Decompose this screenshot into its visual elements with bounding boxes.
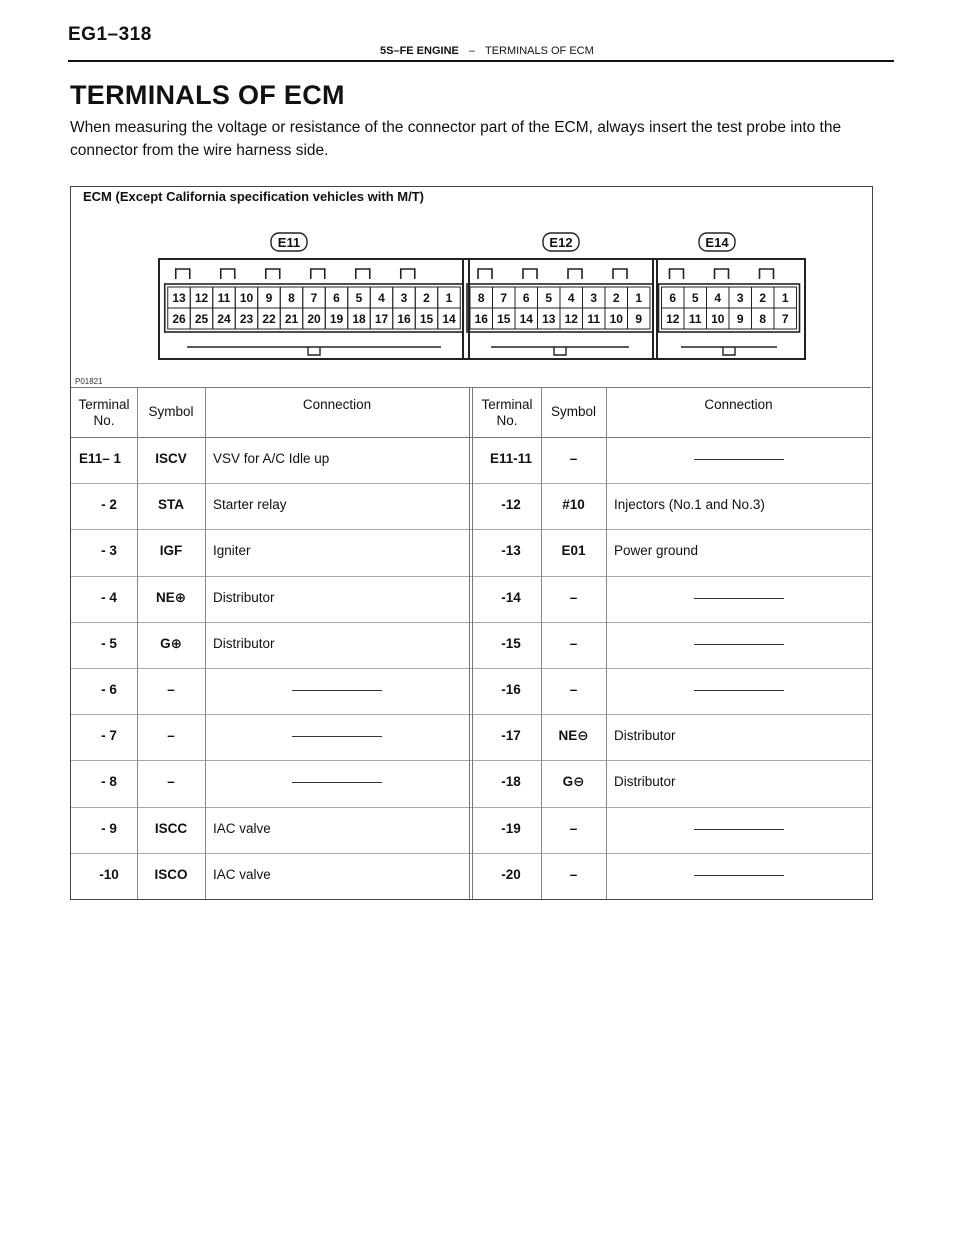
- connector-pin-E14-3: 3: [736, 291, 744, 305]
- connector-pin-E11-1: 1: [445, 291, 453, 305]
- connector-pin-E14-2: 2: [759, 291, 767, 305]
- connection-left-9: IAC valve: [213, 820, 271, 836]
- connector-pin-E12-16: 16: [474, 312, 488, 326]
- symbol-left-3: IGF: [159, 543, 183, 559]
- connector-pin-E12-7: 7: [500, 291, 508, 305]
- table-center-divider: [469, 387, 473, 899]
- terminal-left-9: - 9: [101, 820, 117, 836]
- connector-pin-E11-20: 20: [307, 312, 321, 326]
- connector-latch-key: [723, 347, 735, 355]
- connector-pin-E11-18: 18: [352, 312, 366, 326]
- connector-pin-E14-11: 11: [688, 312, 702, 326]
- page-id: EG1–318: [68, 24, 152, 45]
- header-terminal-right: Terminal No.: [481, 397, 533, 428]
- connector-diagram: [71, 187, 871, 387]
- terminal-right-1: E11-11: [489, 451, 533, 466]
- connector-tab: [715, 269, 729, 279]
- connection-left-4: Distributor: [213, 589, 275, 605]
- connector-pin-E11-3: 3: [400, 291, 408, 305]
- header-connection-left: Connection: [302, 397, 372, 412]
- connection-left-1: VSV for A/C Idle up: [213, 451, 330, 466]
- symbol-right-10: –: [569, 866, 578, 882]
- connection-right-3: Power ground: [614, 543, 699, 559]
- table-column-border: [205, 387, 206, 899]
- header-separator: –: [468, 45, 475, 57]
- connector-tag-E14: E14: [705, 235, 729, 250]
- terminal-right-2: -12: [501, 497, 521, 513]
- symbol-right-2: #10: [562, 497, 585, 513]
- empty-connection-line: [694, 459, 784, 460]
- connection-left-5: Distributor: [213, 635, 275, 651]
- connector-tag-E12: E12: [549, 235, 573, 250]
- connector-pin-E11-14: 14: [442, 312, 456, 326]
- header-rule: [68, 60, 894, 62]
- connector-pin-E11-7: 7: [310, 291, 318, 305]
- diagram-label: ECM (Except California specification vehicles with M/T): [83, 189, 424, 204]
- terminal-right-8: -18: [501, 774, 521, 790]
- terminal-left-6: - 6: [101, 682, 117, 697]
- connection-right-2: Injectors (No.1 and No.3): [614, 497, 765, 513]
- terminal-right-3: -13: [501, 543, 521, 559]
- connector-pin-E14-9: 9: [736, 312, 744, 326]
- terminal-left-3: - 3: [101, 543, 117, 559]
- header-terminal-left: Terminal No.: [78, 397, 130, 428]
- connector-pin-E11-9: 9: [265, 291, 273, 305]
- symbol-right-7: NE⊖: [558, 728, 589, 744]
- symbol-right-1: –: [569, 451, 578, 466]
- symbol-left-9: ISCC: [154, 820, 188, 836]
- connector-pin-E11-15: 15: [419, 312, 434, 326]
- connection-right-8: Distributor: [614, 774, 676, 790]
- terminal-left-4: - 4: [101, 589, 117, 605]
- symbol-left-10: ISCO: [154, 866, 188, 882]
- connector-pin-E11-10: 10: [239, 291, 254, 305]
- terminal-right-9: -19: [501, 820, 521, 836]
- empty-connection-line: [694, 598, 784, 599]
- connector-pin-E14-4: 4: [714, 291, 722, 305]
- connector-pin-E12-4: 4: [567, 291, 575, 305]
- connector-pin-E11-25: 25: [194, 312, 209, 326]
- connector-pin-E12-8: 8: [477, 291, 485, 305]
- terminal-left-10: -10: [99, 866, 119, 882]
- connector-pin-E12-3: 3: [590, 291, 598, 305]
- connector-pin-E12-5: 5: [545, 291, 553, 305]
- empty-connection-line: [694, 875, 784, 876]
- symbol-left-4: NE⊕: [155, 589, 187, 605]
- header-symbol-right: Symbol: [550, 404, 596, 419]
- engine-name: 5S–FE ENGINE: [380, 45, 459, 57]
- connector-housing-E11: [159, 259, 469, 359]
- empty-connection-line: [292, 690, 382, 691]
- symbol-right-3: E01: [561, 543, 586, 559]
- terminal-left-2: - 2: [101, 497, 117, 513]
- connector-latch-key: [308, 347, 320, 355]
- connector-pin-E11-11: 11: [217, 291, 231, 305]
- connector-tab: [760, 269, 774, 279]
- connection-left-10: IAC valve: [213, 866, 271, 882]
- connector-tab: [613, 269, 627, 279]
- table-column-border: [606, 387, 607, 899]
- connector-latch-key: [554, 347, 566, 355]
- intro-paragraph: When measuring the voltage or resistance of the connector part of the ECM, always insert the test probe into the connector from the wire harness side.: [70, 119, 842, 159]
- page-title: TERMINALS OF ECM: [70, 80, 345, 110]
- terminal-right-4: -14: [501, 589, 521, 605]
- connector-tab: [266, 269, 280, 279]
- connector-pin-E14-8: 8: [759, 312, 767, 326]
- connector-pin-E11-4: 4: [378, 291, 385, 305]
- figure-code: P01821: [75, 377, 103, 386]
- symbol-left-5: G⊕: [160, 635, 182, 651]
- symbol-right-8: G⊖: [562, 774, 585, 790]
- symbol-left-2: STA: [158, 497, 184, 513]
- connector-tab: [568, 269, 582, 279]
- symbol-right-9: –: [569, 820, 578, 836]
- connector-pin-E12-1: 1: [635, 291, 643, 305]
- connection-left-3: Igniter: [213, 543, 251, 559]
- empty-connection-line: [694, 690, 784, 691]
- connector-pin-E11-22: 22: [262, 312, 276, 326]
- empty-connection-line: [694, 829, 784, 830]
- header-connection-right: Connection: [704, 397, 773, 412]
- connector-tab: [176, 269, 190, 279]
- section-name: TERMINALS OF ECM: [484, 45, 594, 57]
- terminal-right-6: -16: [501, 682, 521, 697]
- connector-pin-E14-12: 12: [666, 312, 680, 326]
- connector-pin-E11-26: 26: [172, 312, 186, 326]
- connector-tab: [670, 269, 684, 279]
- terminal-right-5: -15: [501, 635, 521, 651]
- symbol-right-6: –: [569, 682, 578, 697]
- connector-pin-E12-12: 12: [564, 312, 578, 326]
- terminal-right-10: -20: [501, 866, 521, 882]
- connector-pin-E14-6: 6: [669, 291, 677, 305]
- connection-left-2: Starter relay: [213, 497, 287, 513]
- connector-pin-E11-21: 21: [284, 312, 299, 326]
- terminal-left-1: E11– 1: [79, 451, 122, 466]
- connector-pin-E12-6: 6: [522, 291, 530, 305]
- terminal-left-7: - 7: [101, 728, 117, 744]
- connector-pin-E11-5: 5: [355, 291, 363, 305]
- connector-tab: [356, 269, 370, 279]
- connector-pin-E11-16: 16: [397, 312, 411, 326]
- connector-pin-E12-10: 10: [609, 312, 623, 326]
- connector-pin-E12-9: 9: [635, 312, 643, 326]
- connector-pin-E11-8: 8: [288, 291, 295, 305]
- connector-tab: [523, 269, 537, 279]
- header-symbol-left: Symbol: [148, 404, 194, 419]
- terminal-left-8: - 8: [101, 774, 117, 790]
- connector-pin-E14-7: 7: [781, 312, 789, 326]
- symbol-right-4: –: [569, 589, 578, 605]
- connector-pin-E11-23: 23: [239, 312, 254, 326]
- symbol-right-5: –: [569, 635, 578, 651]
- connector-pin-E12-2: 2: [612, 291, 620, 305]
- connector-tab: [221, 269, 235, 279]
- terminal-right-7: -17: [501, 728, 521, 744]
- symbol-left-7: –: [167, 728, 175, 744]
- connector-tag-E11: E11: [277, 235, 301, 250]
- empty-connection-line: [694, 644, 784, 645]
- empty-connection-line: [292, 782, 382, 783]
- connector-tab: [311, 269, 325, 279]
- ecm-terminal-panel: [70, 186, 873, 900]
- connector-pin-E14-5: 5: [691, 291, 699, 305]
- connector-tab: [401, 269, 415, 279]
- connector-pin-E11-24: 24: [217, 312, 231, 326]
- running-head: [380, 45, 594, 57]
- connector-pin-E11-2: 2: [423, 291, 430, 305]
- symbol-left-6: –: [167, 682, 175, 697]
- connector-pin-E11-13: 13: [172, 291, 186, 305]
- connector-pin-E11-6: 6: [333, 291, 340, 305]
- connector-pin-E11-17: 17: [374, 312, 389, 326]
- connector-pin-E11-12: 12: [194, 291, 209, 305]
- terminal-left-5: - 5: [101, 635, 117, 651]
- symbol-left-1: ISCV: [155, 451, 187, 466]
- empty-connection-line: [292, 736, 382, 737]
- connector-pin-E11-19: 19: [329, 312, 344, 326]
- connector-tab: [478, 269, 492, 279]
- connection-right-7: Distributor: [614, 728, 676, 744]
- connector-pin-E14-1: 1: [781, 291, 789, 305]
- connector-pin-E14-10: 10: [711, 312, 725, 326]
- terminal-table: [71, 387, 871, 899]
- symbol-left-8: –: [167, 774, 175, 790]
- connector-pin-E12-15: 15: [497, 312, 511, 326]
- connector-pin-E12-13: 13: [542, 312, 556, 326]
- connector-pin-E12-14: 14: [519, 312, 533, 326]
- connector-pin-E12-11: 11: [587, 312, 601, 326]
